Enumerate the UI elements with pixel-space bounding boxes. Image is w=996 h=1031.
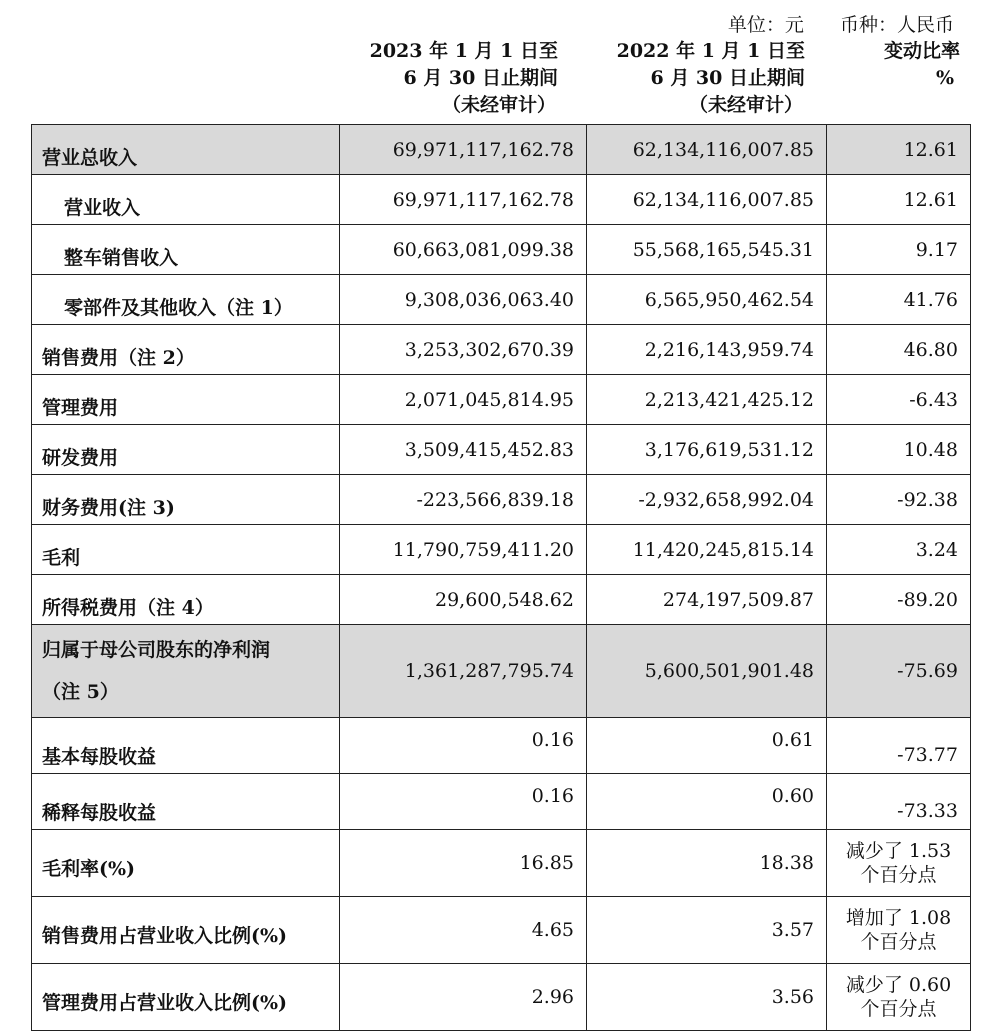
value-2022: 62,134,116,007.85 (587, 125, 827, 175)
table-row (32, 175, 971, 225)
value-2023: 69,971,117,162.78 (340, 125, 587, 175)
value-2022: 62,134,116,007.85 (587, 175, 827, 225)
column-header-2022-line2: 6 月 30 日止期间 (650, 67, 805, 89)
column-header-2023-line3: （未经审计） (441, 94, 556, 116)
value-2022: 0.60 (587, 774, 827, 830)
value-2023: 29,600,548.62 (340, 575, 587, 625)
value-2023: -223,566,839.18 (340, 475, 587, 525)
row-label: 零部件及其他收入（注 1） (32, 275, 340, 325)
table-row (32, 425, 971, 475)
row-label: 所得税费用（注 4） (32, 575, 340, 625)
value-2023: 3,509,415,452.83 (340, 425, 587, 475)
column-header-2023-line1: 2023 年 1 月 1 日至 (369, 40, 558, 62)
value-2022: 11,420,245,815.14 (587, 525, 827, 575)
row-label: 基本每股收益 (32, 718, 340, 774)
change-description (827, 897, 971, 964)
value-2022: 18.38 (587, 830, 827, 897)
value-2022: 0.61 (587, 718, 827, 774)
row-label: 销售费用占营业收入比例(%) (32, 897, 340, 964)
table-row (32, 325, 971, 375)
change-ratio: -92.38 (827, 475, 971, 525)
change-ratio: 41.76 (827, 275, 971, 325)
table-row (32, 718, 971, 774)
value-2022: 6,565,950,462.54 (587, 275, 827, 325)
change-ratio: 46.80 (827, 325, 971, 375)
change-description-line1: 减少了 1.53 (845, 840, 952, 862)
row-label: 毛利 (32, 525, 340, 575)
value-2022: 3.56 (587, 964, 827, 1031)
row-label-line2: （注 5） (42, 681, 119, 703)
value-2022: 3.57 (587, 897, 827, 964)
change-description-line2: 个百分点 (860, 864, 937, 886)
change-ratio: -73.77 (827, 718, 971, 774)
change-description-line2: 个百分点 (860, 931, 937, 953)
column-header-2022-line1: 2022 年 1 月 1 日至 (616, 40, 805, 62)
value-2022: -2,932,658,992.04 (587, 475, 827, 525)
change-ratio: 12.61 (827, 175, 971, 225)
table-row (32, 225, 971, 275)
change-ratio: -75.69 (827, 625, 971, 718)
value-2023: 11,790,759,411.20 (340, 525, 587, 575)
value-2023: 0.16 (340, 774, 587, 830)
row-label: 研发费用 (32, 425, 340, 475)
column-header-2023 (370, 38, 558, 119)
value-2022: 274,197,509.87 (587, 575, 827, 625)
row-label-line1: 归属于母公司股东的净利润 (42, 639, 271, 661)
unit-label: 单位：元 (727, 14, 804, 36)
change-description (827, 830, 971, 897)
column-header-2022-line3: （未经审计） (688, 94, 803, 116)
table-row (32, 475, 971, 525)
value-2022: 55,568,165,545.31 (587, 225, 827, 275)
table-row (32, 375, 971, 425)
row-label: 管理费用占营业收入比例(%) (32, 964, 340, 1031)
change-description-line1: 增加了 1.08 (845, 907, 952, 929)
value-2023: 2,071,045,814.95 (340, 375, 587, 425)
row-label: 整车销售收入 (32, 225, 340, 275)
change-description (827, 964, 971, 1031)
change-ratio: 10.48 (827, 425, 971, 475)
change-ratio: 12.61 (827, 125, 971, 175)
row-label: 毛利率(%) (32, 830, 340, 897)
row-label (32, 625, 340, 718)
column-header-change (884, 38, 960, 92)
value-2023: 1,361,287,795.74 (340, 625, 587, 718)
table-row (32, 897, 971, 964)
change-ratio: -89.20 (827, 575, 971, 625)
value-2023: 3,253,302,670.39 (340, 325, 587, 375)
table-row (32, 575, 971, 625)
financial-table (31, 124, 971, 1031)
change-description-line2: 个百分点 (860, 998, 937, 1020)
column-header-change-line2: % (935, 67, 954, 89)
table-row (32, 625, 971, 718)
value-2023: 9,308,036,063.40 (340, 275, 587, 325)
column-header-change-line1: 变动比率 (883, 40, 960, 62)
change-ratio: -6.43 (827, 375, 971, 425)
value-2023: 60,663,081,099.38 (340, 225, 587, 275)
change-ratio: 9.17 (827, 225, 971, 275)
row-label: 稀释每股收益 (32, 774, 340, 830)
value-2023: 4.65 (340, 897, 587, 964)
table-row (32, 275, 971, 325)
table-row (32, 964, 971, 1031)
value-2023: 2.96 (340, 964, 587, 1031)
value-2022: 2,216,143,959.74 (587, 325, 827, 375)
currency-label: 币种：人民币 (839, 14, 954, 36)
row-label: 管理费用 (32, 375, 340, 425)
column-header-2023-line2: 6 月 30 日止期间 (403, 67, 558, 89)
value-2023: 0.16 (340, 718, 587, 774)
table-row (32, 525, 971, 575)
row-label: 营业总收入 (32, 125, 340, 175)
value-2022: 5,600,501,901.48 (587, 625, 827, 718)
value-2022: 2,213,421,425.12 (587, 375, 827, 425)
row-label: 营业收入 (32, 175, 340, 225)
value-2022: 3,176,619,531.12 (587, 425, 827, 475)
value-2023: 69,971,117,162.78 (340, 175, 587, 225)
row-label: 财务费用(注 3) (32, 475, 340, 525)
change-description-line1: 减少了 0.60 (845, 974, 952, 996)
unit-currency-line (728, 10, 954, 37)
table-row (32, 125, 971, 175)
row-label: 销售费用（注 2） (32, 325, 340, 375)
change-ratio: -73.33 (827, 774, 971, 830)
column-header-2022 (617, 38, 805, 119)
change-ratio: 3.24 (827, 525, 971, 575)
value-2023: 16.85 (340, 830, 587, 897)
table-row (32, 774, 971, 830)
table-row (32, 830, 971, 897)
